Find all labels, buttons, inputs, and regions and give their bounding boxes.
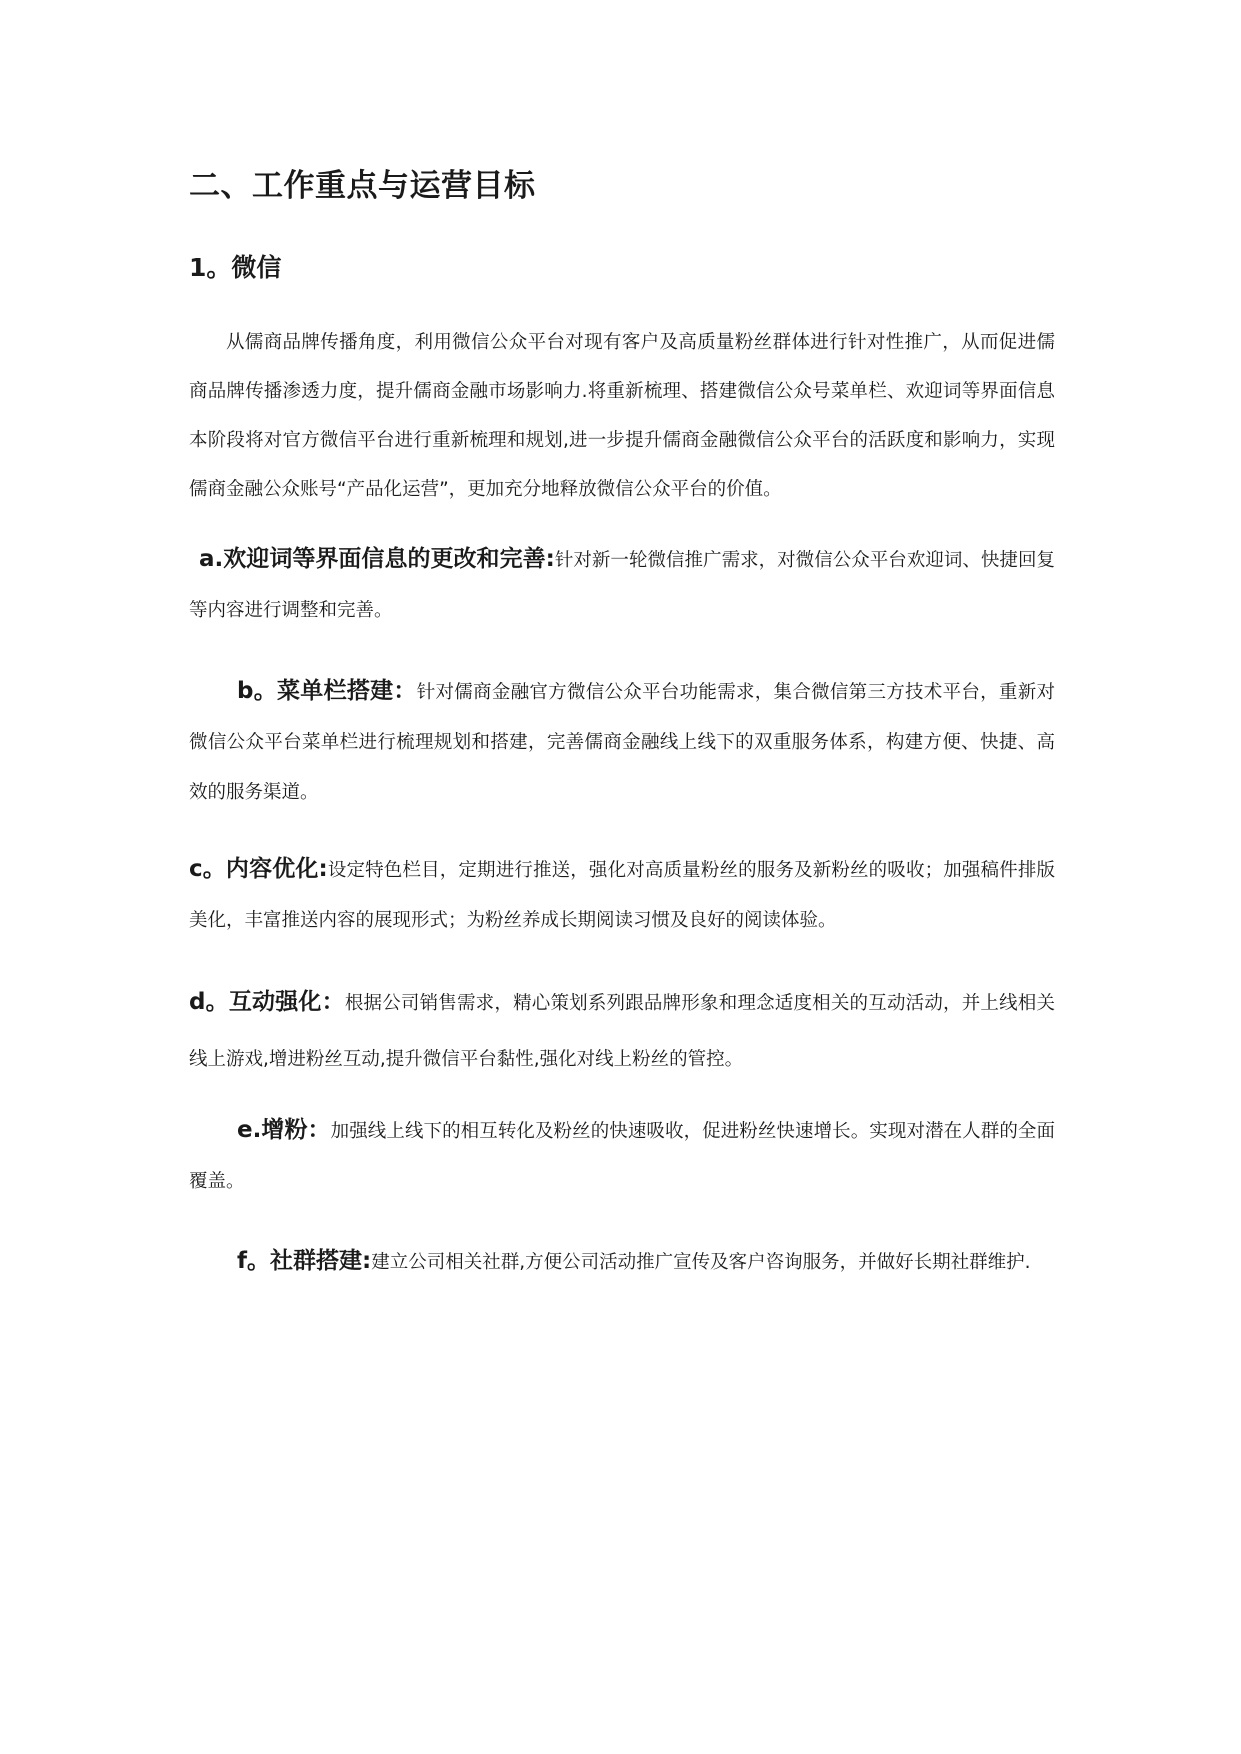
item-lead: e.增粉：: [237, 1117, 331, 1143]
item-welcome-message: [189, 534, 1055, 636]
item-body: 加强线上线下的相互转化及粉丝的快速吸收，促进粉丝快速增长。实现对潜在人群的全面覆盖。: [189, 1121, 1055, 1192]
item-body: 针对新一轮微信推广需求，对微信公众平台欢迎词、快捷回复等内容进行调整和完善。: [189, 550, 1055, 621]
intro-paragraph: 从儒商品牌传播角度，利用微信公众平台对现有客户及高质量粉丝群体进行针对性推广，从而促进儒商品牌传播渗透力度，提升儒商金融市场影响力.将重新梳理、搭建微信公众号菜单栏、欢迎词等界面信息本阶段将对官方微信平台进行重新梳理和规划,进一步提升儒商金融微信公众平台的活跃度和影响力，实现儒商金融公众账号“产品化运营”，更加充分地释放微信公众平台的价值。: [189, 332, 1055, 500]
item-body: 针对儒商金融官方微信公众平台功能需求，集合微信第三方技术平台，重新对微信公众平台菜单栏进行梳理规划和搭建，完善儒商金融线上线下的双重服务体系，构建方便、快捷、高效的服务渠道。: [189, 682, 1055, 803]
section-title: 二、工作重点与运营目标: [189, 168, 536, 204]
item-body: 设定特色栏目，定期进行推送，强化对高质量粉丝的服务及新粉丝的吸收；加强稿件排版美化，丰富推送内容的展现形式；为粉丝养成长期阅读习惯及良好的阅读体验。: [189, 860, 1055, 931]
item-body: 根据公司销售需求，精心策划系列跟品牌形象和理念适度相关的互动活动，并上线相关线上游戏,增进粉丝互动,提升微信平台黏性,强化对线上粉丝的管控。: [189, 993, 1055, 1070]
item-follower-growth: [189, 1105, 1055, 1207]
item-interaction: [189, 974, 1055, 1088]
item-lead: a.欢迎词等界面信息的更改和完善:: [199, 546, 555, 572]
item-menu-bar: [189, 666, 1055, 818]
item-lead: f。社群搭建:: [237, 1248, 372, 1274]
item-lead: b。菜单栏搭建：: [237, 678, 417, 704]
item-body: 建立公司相关社群,方便公司活动推广宣传及客户咨询服务，并做好长期社群维护.: [371, 1252, 1031, 1273]
item-content-optimization: [189, 844, 1055, 946]
item-lead: d。互动强化：: [189, 989, 345, 1015]
item-community: [189, 1236, 1055, 1288]
item-lead: c。内容优化:: [189, 856, 328, 882]
subsection-title: 1。微信: [189, 253, 282, 282]
